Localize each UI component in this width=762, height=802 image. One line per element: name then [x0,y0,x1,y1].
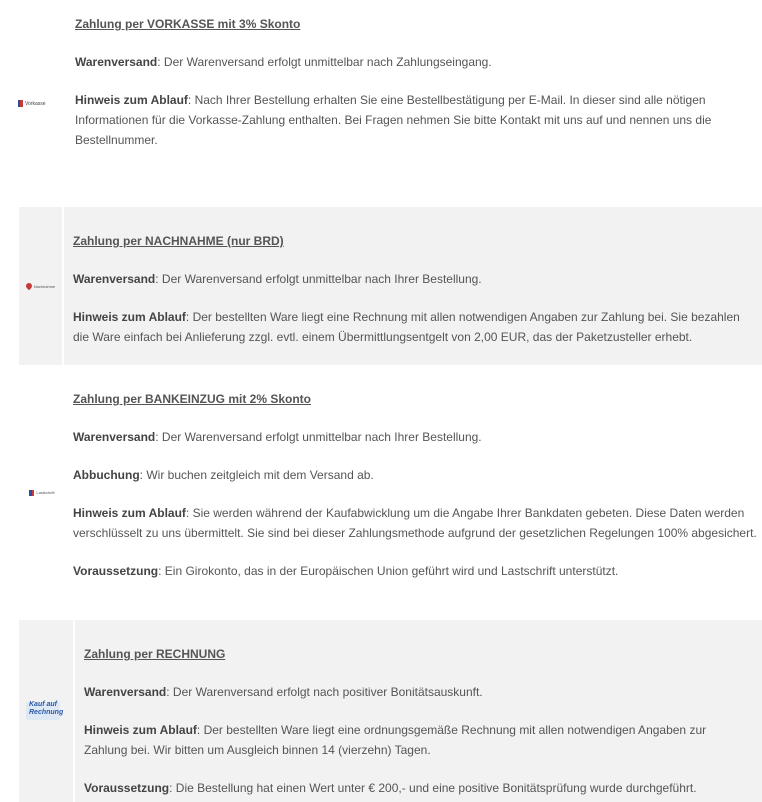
nachnahme-mark-icon [24,282,32,290]
info-label: Warenversand [75,55,158,69]
nachnahme-logo-icon [26,283,56,289]
section-content [64,365,762,620]
info-abbuchung [73,465,758,485]
info-voraussetzung [73,561,758,581]
info-label: Hinweis zum Ablauf [84,723,197,737]
info-text: : Nach Ihrer Bestellung erhalten Sie eine Bestellbestätigung per E-Mail. In dieser sind alle nötigen Informationen für die Vorkasse-Zahlung enthalten. Bei Fragen nehmen Sie bitte Kontakt mit uns auf und nennen uns die Bestellnummer. [75,93,712,147]
vorkasse-logo-icon [18,99,48,108]
rechnung-logo-text-1: Kauf auf [29,701,57,708]
info-text: : Der Warenversand erfolgt unmittelbar nach Ihrer Bestellung. [155,430,482,444]
info-text: : Der bestellten Ware liegt eine Rechnung mit allen notwendigen Angaben zur Zahlung bei. Sie bezahlen die Ware einfach bei Anlieferung zzgl. evtl. einem Übermittlungsentgelt von 2,00 EUR, das der Paketzusteller erhebt. [73,310,740,344]
lastschrift-mark-icon [29,490,34,496]
info-label: Hinweis zum Ablauf [73,310,186,324]
section-title: Zahlung per BANKEINZUG mit 2% Skonto [73,392,312,406]
vorkasse-logo-text: Vorkasse [25,100,46,107]
info-label: Warenversand [73,272,156,286]
nachnahme-logo-text: Nachnahme [33,283,56,289]
lastschrift-logo-icon [29,490,54,496]
info-warenversand [75,52,742,72]
info-label: Abbuchung [73,468,140,482]
section-content [66,0,762,207]
payment-section-bankeinzug [0,365,762,620]
info-label: Warenversand [73,430,156,444]
info-text: : Der Warenversand erfolgt unmittelbar nach Zahlungseingang. [157,55,492,69]
rechnung-logo-icon [26,701,66,721]
info-text: : Der Warenversand erfolgt unmittelbar nach Ihrer Bestellung. [155,272,482,286]
info-label: Hinweis zum Ablauf [75,93,188,107]
info-hinweis [84,720,742,760]
info-warenversand [73,269,754,289]
info-hinweis [73,503,758,543]
info-text: : Der bestellten Ware liegt eine ordnungsgemäße Rechnung mit allen notwendigen Angaben zur Zahlung bei. Wir bitten um Ausgleich binnen 14 (vierzehn) Tagen. [84,723,707,757]
info-text: : Der Warenversand erfolgt nach positiver Bonitätsauskunft. [166,685,483,699]
info-text: : Wir buchen zeitgleich mit dem Versand ab. [139,468,374,482]
payment-section-nachnahme [19,207,762,365]
logo-cell [19,207,64,365]
lastschrift-logo-text: Lastschrift [36,490,55,495]
section-title: Zahlung per NACHNAHME (nur BRD) [73,234,284,248]
section-title: Zahlung per VORKASSE mit 3% Skonto [75,17,301,31]
section-content [64,207,762,365]
payment-section-vorkasse [0,0,762,207]
info-label: Voraussetzung [73,564,159,578]
info-text: : Die Bestellung hat einen Wert unter € 200,- und eine positive Bonitätsprüfung wurde durchgeführt. [169,781,697,795]
rechnung-logo-text-2: Rechnung [29,709,64,716]
info-voraussetzung [84,778,742,798]
vorkasse-mark-icon [18,100,23,107]
logo-cell [0,0,66,207]
section-content [75,620,762,802]
info-warenversand [84,682,742,702]
info-label: Hinweis zum Ablauf [73,506,186,520]
info-label: Voraussetzung [84,781,170,795]
info-text: : Sie werden während der Kaufabwicklung um die Angabe Ihrer Bankdaten gebeten. Diese Daten werden verschlüsselt zu uns übermittelt. Sie sind bei dieser Zahlungsmethode aufgrund der gesetzlichen Regelungen 100% abgesichert. [73,506,757,540]
info-text: : Ein Girokonto, das in der Europäischen Union geführt wird und Lastschrift unterstützt. [158,564,619,578]
info-hinweis [73,307,754,347]
logo-cell [0,365,64,620]
payment-section-rechnung [19,620,762,802]
section-title: Zahlung per RECHNUNG [84,647,226,661]
info-warenversand [73,427,758,447]
info-label: Warenversand [84,685,167,699]
info-hinweis [75,90,742,150]
logo-cell [19,620,75,802]
